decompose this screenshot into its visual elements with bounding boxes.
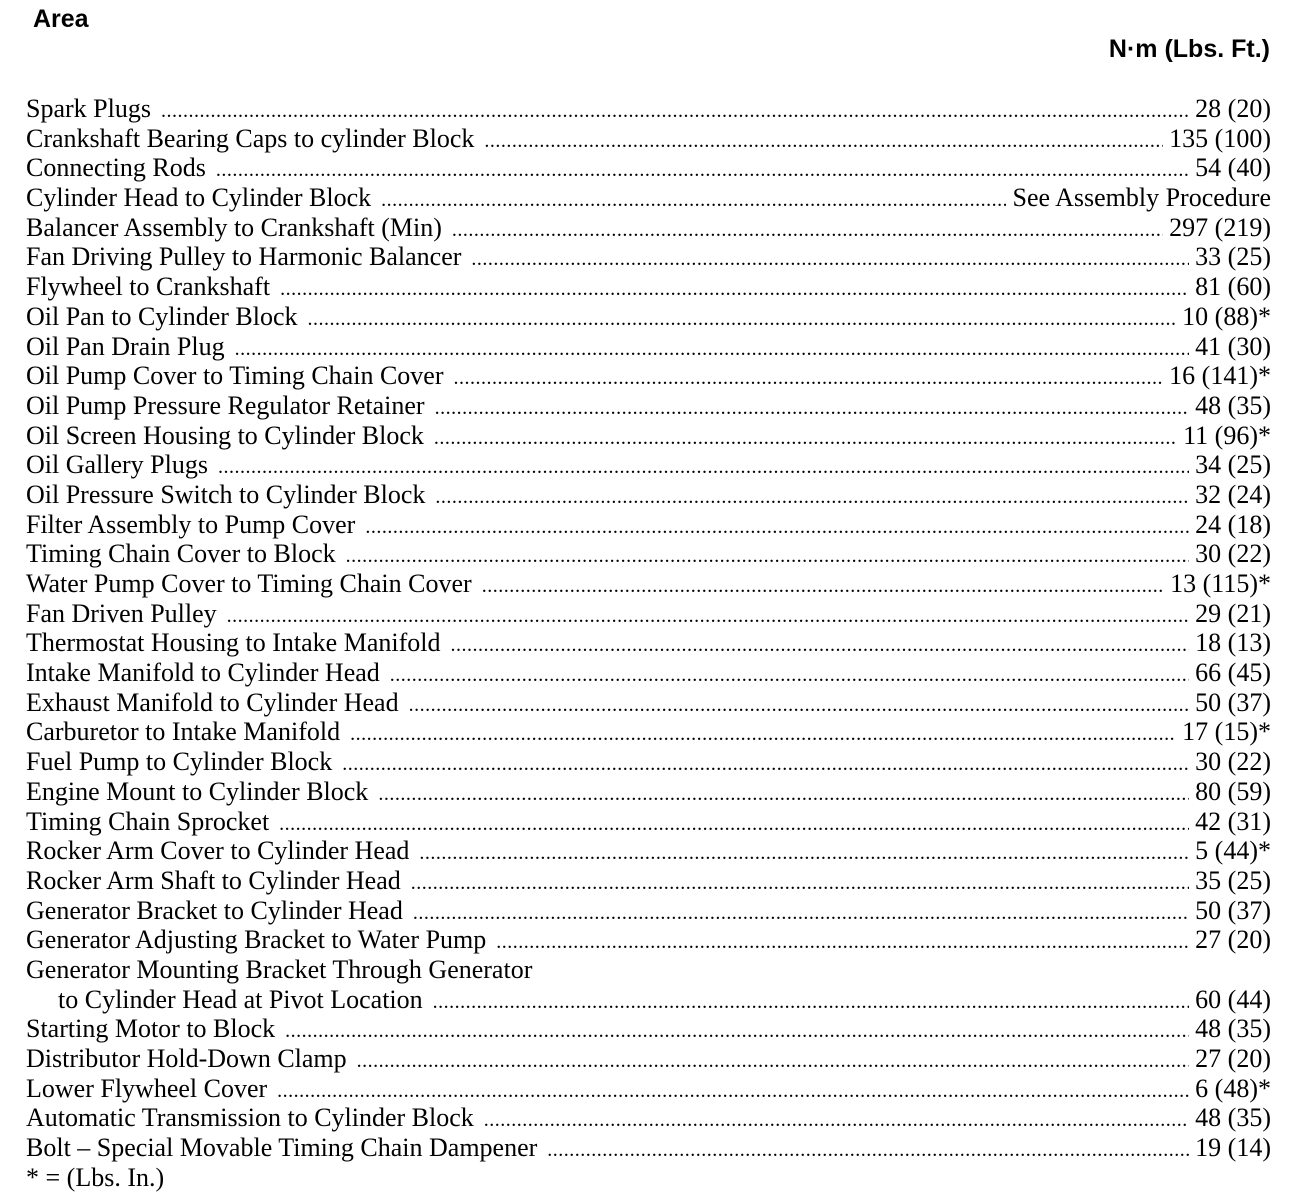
spec-row: [26, 569, 1271, 599]
spec-value: See Assembly Procedure: [1012, 183, 1271, 213]
spec-value: 16 (141)*: [1169, 361, 1271, 391]
spec-label: Distributor Hold-Down Clamp: [26, 1044, 347, 1073]
spec-row: [26, 836, 1271, 866]
spec-row-multiline-first: [26, 955, 1271, 985]
dot-leader: [227, 602, 1190, 629]
spec-value: 11 (96)*: [1183, 420, 1271, 450]
spec-value: 50 (37): [1195, 687, 1271, 717]
dot-leader: [285, 1017, 1189, 1044]
dot-leader: [277, 1077, 1189, 1104]
spec-value: 34 (25): [1195, 450, 1271, 480]
spec-label: Oil Pump Pressure Regulator Retainer: [26, 390, 425, 420]
spec-value: 48 (35): [1195, 1103, 1271, 1133]
spec-label: Oil Pan Drain Plug: [26, 331, 225, 361]
spec-row: [26, 1074, 1271, 1104]
spec-label: Filter Assembly to Pump Cover: [26, 509, 356, 539]
spec-row: [26, 510, 1271, 540]
dot-leader: [452, 216, 1163, 243]
dot-leader: [381, 186, 1006, 213]
spec-group-tail: [26, 1014, 1271, 1162]
spec-value: 35 (25): [1195, 865, 1271, 895]
spec-label: Connecting Rods: [26, 153, 206, 183]
dot-leader: [419, 839, 1189, 866]
spec-value: 60 (44): [1195, 984, 1271, 1014]
spec-label: Oil Pan to Cylinder Block: [26, 301, 298, 331]
spec-row: [26, 480, 1271, 510]
spec-value: 10 (88)*: [1182, 301, 1271, 331]
spec-label: Intake Manifold to Cylinder Head: [26, 658, 380, 688]
footnote: * = (Lbs. In.): [26, 1162, 165, 1192]
spec-value: 50 (37): [1195, 895, 1271, 925]
spec-row: [26, 925, 1271, 955]
dot-leader: [434, 424, 1177, 451]
spec-value: 27 (20): [1195, 925, 1271, 955]
spec-row-multiline-second: [26, 985, 1271, 1015]
spec-value: 33 (25): [1195, 242, 1271, 272]
spec-value: 30 (22): [1195, 747, 1271, 777]
spec-value: 28 (20): [1195, 94, 1271, 123]
dot-leader: [346, 542, 1190, 569]
dot-leader: [390, 661, 1189, 688]
spec-label: Flywheel to Crankshaft: [26, 272, 271, 302]
spec-label: Rocker Arm Cover to Cylinder Head: [26, 836, 410, 866]
spec-label: Fan Driven Pulley: [26, 598, 217, 628]
spec-row: [26, 183, 1271, 213]
spec-label: Oil Pressure Switch to Cylinder Block: [26, 479, 426, 509]
spec-value: 27 (20): [1195, 1044, 1271, 1073]
spec-label: Engine Mount to Cylinder Block: [26, 776, 369, 806]
spec-label: Spark Plugs: [26, 94, 151, 123]
spec-label: Starting Motor to Block: [26, 1014, 276, 1044]
spec-label: Water Pump Cover to Timing Chain Cover: [26, 569, 472, 598]
unit-heading: N·m (Lbs. Ft.): [1108, 35, 1270, 63]
spec-label: Carburetor to Intake Manifold: [26, 717, 341, 747]
spec-row: [26, 688, 1271, 718]
spec-value: 48 (35): [1195, 1014, 1271, 1044]
spec-row: [26, 1014, 1271, 1044]
dot-leader: [411, 869, 1189, 896]
spec-row: [26, 1133, 1271, 1163]
dot-leader: [484, 1106, 1189, 1133]
spec-value: 41 (30): [1195, 331, 1271, 361]
spec-row: [26, 1044, 1271, 1074]
spec-value: 48 (35): [1195, 390, 1271, 420]
spec-label: Crankshaft Bearing Caps to cylinder Block: [26, 123, 475, 153]
spec-label: Lower Flywheel Cover: [26, 1073, 268, 1103]
spec-value: 30 (22): [1195, 539, 1271, 569]
dot-leader: [308, 305, 1177, 332]
spec-row: [26, 807, 1271, 837]
spec-value: 5 (44)*: [1195, 836, 1271, 866]
dot-leader: [279, 810, 1189, 837]
spec-row: [26, 1103, 1271, 1133]
dot-leader: [218, 453, 1189, 480]
dot-leader: [378, 780, 1189, 807]
spec-value: 54 (40): [1195, 153, 1271, 183]
spec-group-main: [26, 94, 1271, 955]
spec-row: [26, 450, 1271, 480]
dot-leader: [413, 899, 1189, 926]
dot-leader: [280, 275, 1189, 302]
area-heading: Area: [33, 5, 89, 33]
spec-row: [26, 896, 1271, 926]
dot-leader: [235, 335, 1190, 362]
spec-label: Rocker Arm Shaft to Cylinder Head: [26, 865, 401, 895]
spec-label: Oil Gallery Plugs: [26, 450, 208, 480]
spec-value: 66 (45): [1195, 658, 1271, 688]
spec-row: [26, 421, 1271, 451]
dot-leader: [342, 750, 1189, 777]
dot-leader: [484, 127, 1163, 154]
spec-value: 17 (15)*: [1182, 717, 1271, 747]
dot-leader: [450, 631, 1189, 658]
spec-label: Fan Driving Pulley to Harmonic Balancer: [26, 242, 462, 272]
spec-value: 32 (24): [1195, 479, 1271, 509]
spec-label: Generator Adjusting Bracket to Water Pump: [26, 925, 487, 955]
dot-leader: [161, 97, 1189, 124]
spec-value: 297 (219): [1169, 212, 1271, 242]
spec-label: Timing Chain Cover to Block: [26, 539, 336, 569]
spec-label: Timing Chain Sprocket: [26, 806, 270, 836]
spec-value: 135 (100): [1169, 123, 1271, 153]
spec-value: 13 (115)*: [1170, 569, 1271, 598]
spec-value: 24 (18): [1195, 509, 1271, 539]
spec-row: [26, 94, 1271, 124]
spec-row: [26, 539, 1271, 569]
spec-value: 80 (59): [1195, 776, 1271, 806]
spec-row: [26, 272, 1271, 302]
dot-leader: [365, 513, 1189, 540]
dot-leader: [357, 1047, 1190, 1074]
dot-leader: [433, 988, 1190, 1015]
dot-leader: [435, 394, 1190, 421]
spec-row: [26, 361, 1271, 391]
spec-value: 29 (21): [1195, 598, 1271, 628]
spec-value: 81 (60): [1195, 272, 1271, 302]
dot-leader: [435, 483, 1189, 510]
dot-leader: [350, 720, 1176, 747]
dot-leader: [216, 156, 1189, 183]
spec-row: [26, 747, 1271, 777]
spec-row: [26, 153, 1271, 183]
spec-row: [26, 213, 1271, 243]
dot-leader: [482, 572, 1164, 599]
dot-leader: [409, 691, 1190, 718]
spec-row: [26, 332, 1271, 362]
spec-label: Oil Pump Cover to Timing Chain Cover: [26, 361, 444, 391]
spec-row: [26, 866, 1271, 896]
spec-label: Cylinder Head to Cylinder Block: [26, 183, 372, 213]
dot-leader: [454, 364, 1164, 391]
spec-row: [26, 658, 1271, 688]
spec-label: Thermostat Housing to Intake Manifold: [26, 628, 441, 658]
dot-leader: [496, 928, 1189, 955]
spec-label: Fuel Pump to Cylinder Block: [26, 747, 333, 777]
spec-label: Generator Bracket to Cylinder Head: [26, 895, 403, 925]
spec-label: Exhaust Manifold to Cylinder Head: [26, 687, 399, 717]
spec-row: [26, 302, 1271, 332]
dot-leader: [547, 1136, 1189, 1163]
spec-value: 42 (31): [1195, 806, 1271, 836]
spec-row: [26, 391, 1271, 421]
spec-label: Automatic Transmission to Cylinder Block: [26, 1103, 474, 1133]
torque-spec-list: [26, 94, 1271, 1192]
spec-row: [26, 777, 1271, 807]
spec-label: Bolt – Special Movable Timing Chain Dampener: [26, 1133, 538, 1163]
spec-label: Balancer Assembly to Crankshaft (Min): [26, 212, 442, 242]
spec-label: to Cylinder Head at Pivot Location: [58, 984, 423, 1014]
spec-value: 19 (14): [1195, 1133, 1271, 1163]
spec-label: Generator Mounting Bracket Through Generator: [26, 954, 533, 984]
spec-row: [26, 599, 1271, 629]
spec-label: Oil Screen Housing to Cylinder Block: [26, 420, 424, 450]
spec-row: [26, 628, 1271, 658]
spec-row: [26, 242, 1271, 272]
spec-row: [26, 717, 1271, 747]
spec-value: 6 (48)*: [1195, 1073, 1271, 1103]
spec-value: 18 (13): [1195, 628, 1271, 658]
dot-leader: [471, 245, 1189, 272]
spec-row: [26, 124, 1271, 154]
